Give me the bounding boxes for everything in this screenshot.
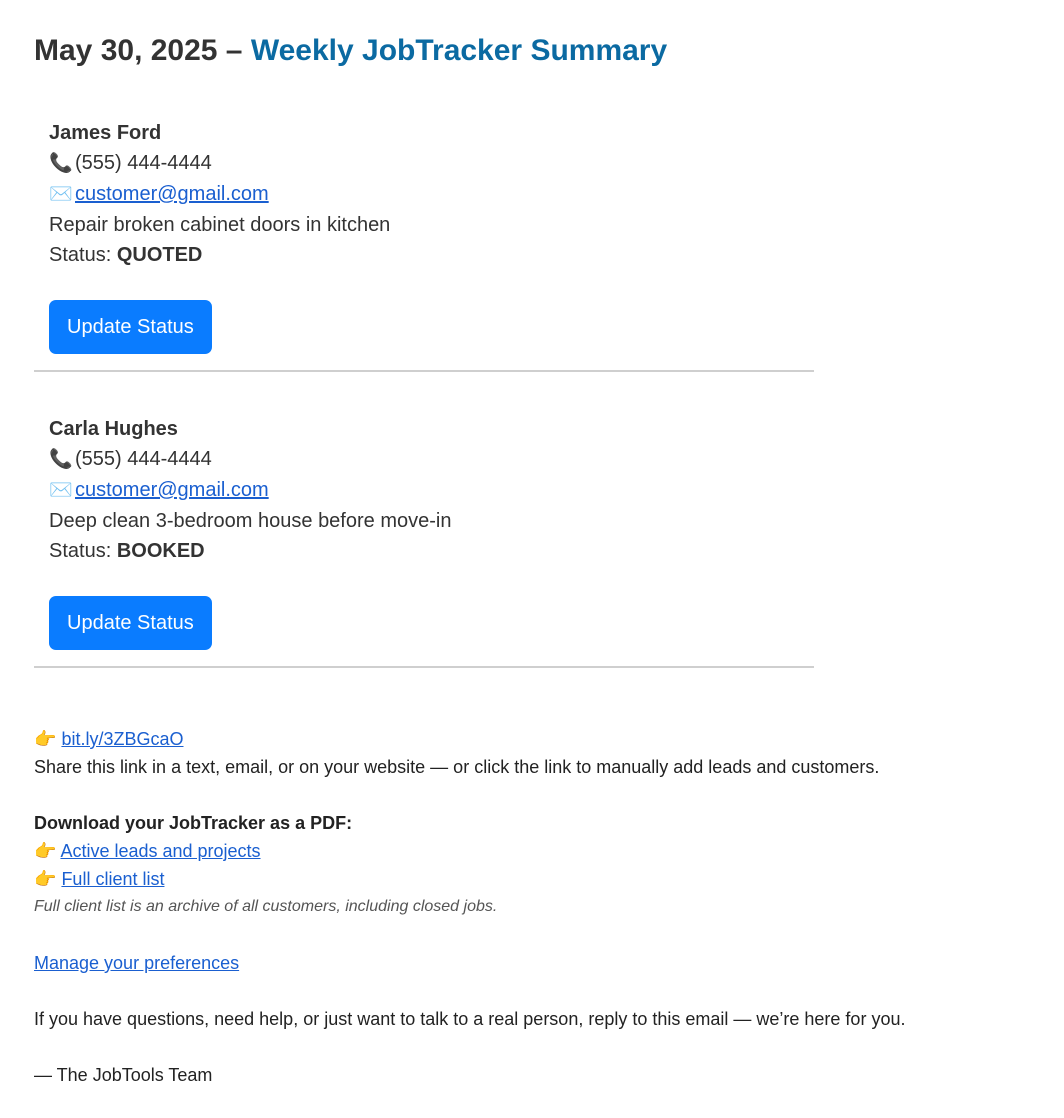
email-line <box>49 179 814 210</box>
full-list-line <box>34 865 1034 893</box>
job-description: Repair broken cabinet doors in kitchen <box>49 214 391 236</box>
pointing-hand-icon: 👉 <box>34 729 57 749</box>
pointing-hand-icon: 👉 <box>34 869 57 889</box>
phone-line <box>49 444 814 475</box>
status-label: Status: <box>49 244 117 266</box>
phone-icon: 📞 <box>49 449 73 470</box>
email-link[interactable]: customer@gmail.com <box>75 479 269 501</box>
phone-number: (555) 444-4444 <box>75 152 212 174</box>
status-line <box>49 536 814 566</box>
archive-note: Full client list is an archive of all customers, including closed jobs. <box>34 898 498 915</box>
email-line <box>49 475 814 506</box>
manage-preferences-link[interactable]: Manage your preferences <box>34 953 240 973</box>
phone-icon: 📞 <box>49 153 73 174</box>
phone-number: (555) 444-4444 <box>75 448 212 470</box>
active-leads-link[interactable]: Active leads and projects <box>60 841 261 861</box>
share-text: Share this link in a text, email, or on your website — or click the link to manually add leads and customers. <box>34 757 880 777</box>
active-leads-line <box>34 837 1034 865</box>
phone-line <box>49 148 814 179</box>
help-text: If you have questions, need help, or just want to talk to a real person, reply to this email — we’re here for you. <box>34 1009 906 1029</box>
title-text: Weekly JobTracker Summary <box>250 34 668 67</box>
job-description: Deep clean 3-bedroom house before move-in <box>49 510 452 532</box>
job-card <box>34 414 814 668</box>
footer <box>34 725 1034 1089</box>
signoff: — The JobTools Team <box>34 1065 213 1085</box>
status-value: BOOKED <box>116 540 205 562</box>
status-line <box>49 240 814 270</box>
customer-name: Carla Hughes <box>49 418 178 440</box>
share-link[interactable]: bit.ly/3ZBGcaO <box>61 729 184 749</box>
customer-name: James Ford <box>49 122 162 144</box>
pointing-hand-icon: 👉 <box>34 841 57 861</box>
envelope-icon: ✉️ <box>49 184 73 205</box>
full-client-list-link[interactable]: Full client list <box>61 869 165 889</box>
update-status-button[interactable]: Update Status <box>49 596 212 650</box>
job-card <box>34 118 814 372</box>
download-heading: Download your JobTracker as a PDF: <box>34 813 353 833</box>
status-value: QUOTED <box>116 244 203 266</box>
update-status-button[interactable]: Update Status <box>49 300 212 354</box>
envelope-icon: ✉️ <box>49 480 73 501</box>
title-date: May 30, 2025 – <box>34 34 251 67</box>
share-link-line <box>34 725 1034 753</box>
page-title <box>34 34 667 68</box>
email-link[interactable]: customer@gmail.com <box>75 183 269 205</box>
status-label: Status: <box>49 540 117 562</box>
